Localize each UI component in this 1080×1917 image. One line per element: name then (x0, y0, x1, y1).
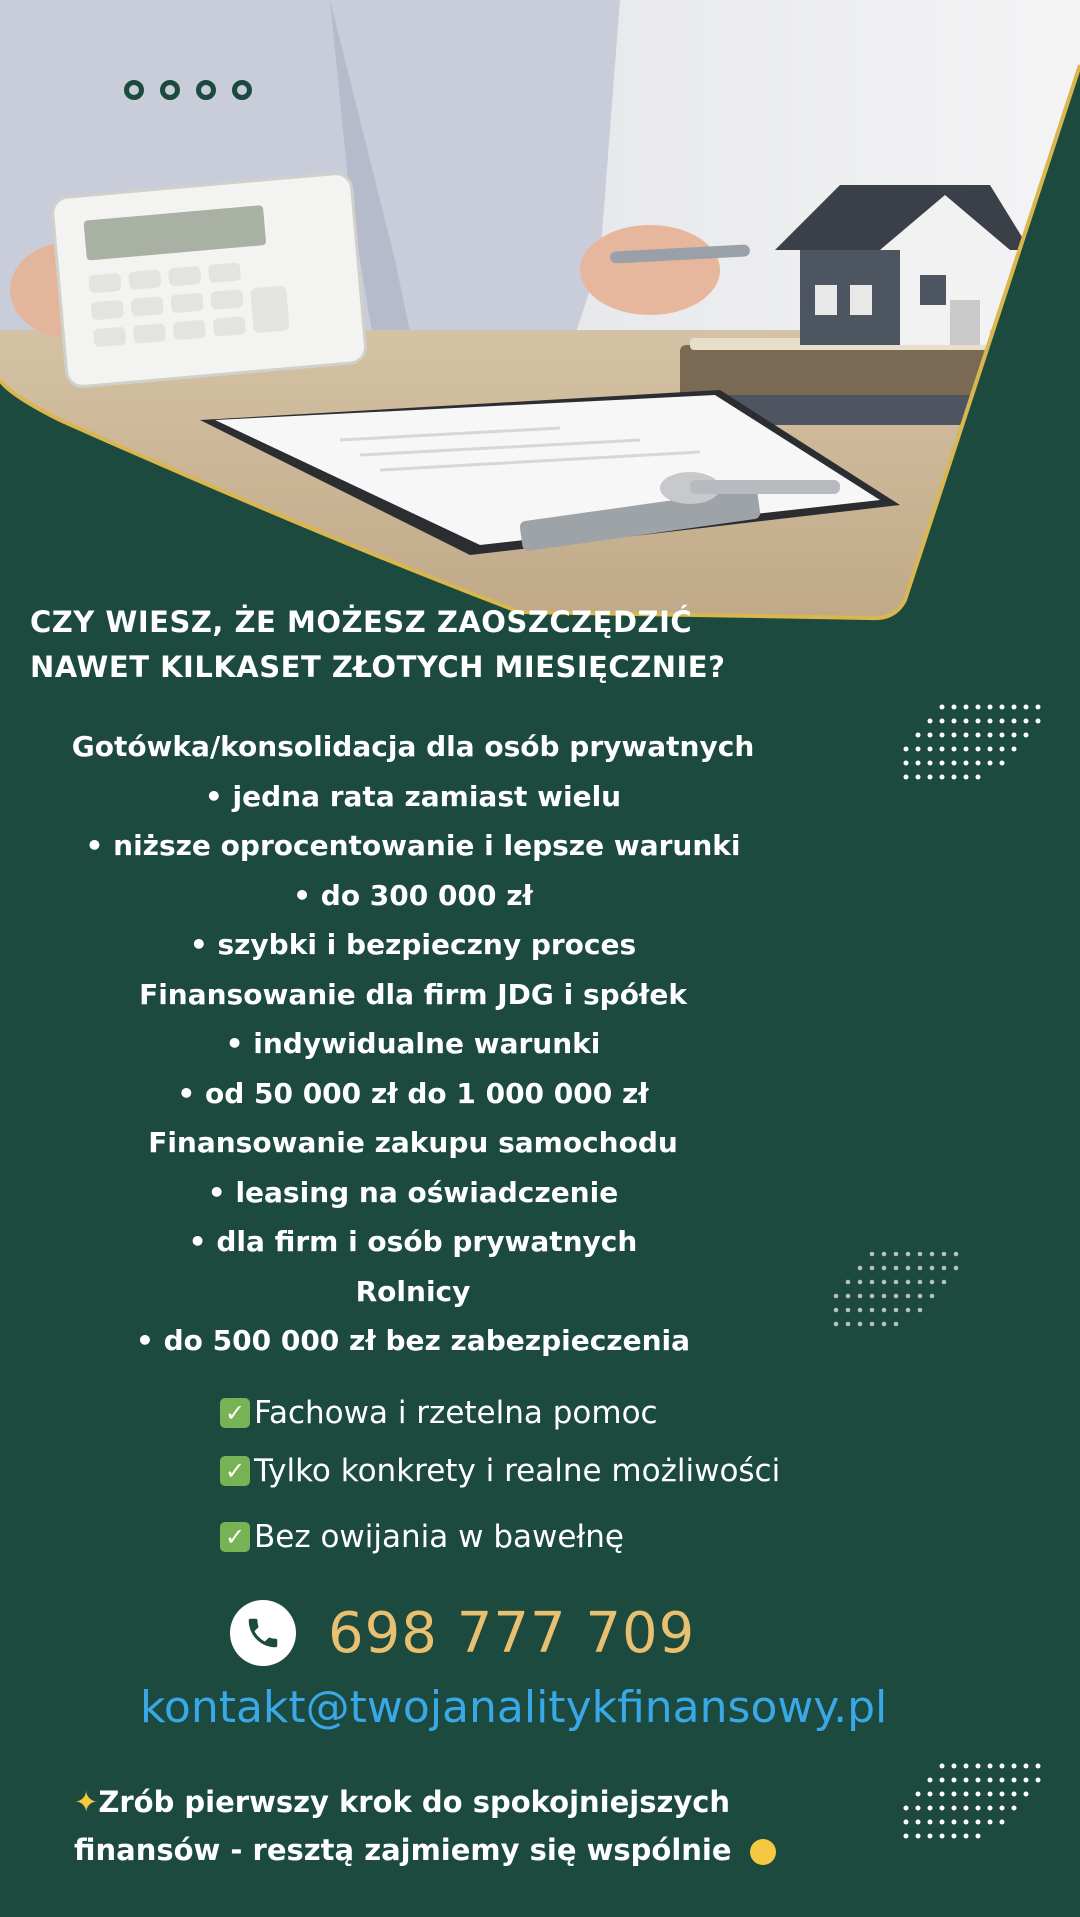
decorative-dot-grid (832, 1250, 972, 1330)
indicator-dot (196, 80, 216, 100)
decorative-dot-grid (902, 703, 1042, 783)
cta-line: Zrób pierwszy krok do spokojniejszych (98, 1785, 731, 1819)
sparkles-icon: ✦ (74, 1785, 99, 1819)
offer-line: Gotówka/konsolidacja dla osób prywatnych (71, 730, 755, 763)
benefits-list (220, 1392, 780, 1558)
indicator-dot (160, 80, 180, 100)
check-mark-icon: ✓ (220, 1398, 250, 1428)
benefit-text: Bez owijania w bawełnę (254, 1519, 624, 1555)
phone-icon[interactable] (230, 1600, 296, 1666)
headline (30, 600, 810, 690)
call-to-action (74, 1778, 874, 1874)
offer-line: • jedna rata zamiast wielu (204, 779, 622, 813)
hero-photo (0, 0, 1080, 640)
cta-line: finansów - resztą zajmiemy się wspólnie (74, 1833, 732, 1867)
benefit-text: Tylko konkrety i realne możliwości (254, 1453, 781, 1489)
offers-list (0, 722, 826, 1366)
money-with-wings-icon (750, 1839, 776, 1865)
benefit-item (220, 1516, 780, 1558)
benefit-text: Fachowa i rzetelna pomoc (254, 1395, 658, 1431)
offer-line: • leasing na oświadczenie (207, 1175, 619, 1209)
offer-line: • do 300 000 zł (293, 878, 533, 912)
check-mark-icon: ✓ (220, 1522, 250, 1552)
offer-line: • szybki i bezpieczny proces (189, 928, 637, 961)
slide-indicator (124, 80, 252, 100)
indicator-dot (124, 80, 144, 100)
offer-line: Finansowanie dla firm JDG i spółek (139, 977, 687, 1011)
offer-line: Finansowanie zakupu samochodu (148, 1126, 678, 1159)
offer-line: • niższe oprocentowanie i lepsze warunki (85, 829, 741, 862)
offer-line: • indywidualne warunki (225, 1027, 601, 1060)
benefit-item (220, 1450, 780, 1492)
offer-line: • od 50 000 zł do 1 000 000 zł (177, 1076, 649, 1110)
phone-contact[interactable] (230, 1600, 695, 1666)
offer-line: • do 500 000 zł bez zabezpieczenia (135, 1324, 691, 1357)
headline-line: CZY WIESZ, ŻE MOŻESZ ZAOSZCZĘDZIĆ (30, 605, 693, 639)
check-mark-icon: ✓ (220, 1456, 250, 1486)
email-link[interactable]: kontakt@twojanalitykfinansowy.pl (140, 1682, 888, 1733)
benefit-item (220, 1392, 780, 1434)
offer-line: Rolnicy (355, 1274, 471, 1308)
headline-line: NAWET KILKASET ZŁOTYCH MIESIĘCZNIE? (30, 650, 726, 684)
phone-number[interactable]: 698 777 709 (328, 1600, 696, 1666)
offer-line: • dla firm i osób prywatnych (188, 1225, 638, 1258)
indicator-dot (232, 80, 252, 100)
decorative-dot-grid (902, 1762, 1042, 1846)
